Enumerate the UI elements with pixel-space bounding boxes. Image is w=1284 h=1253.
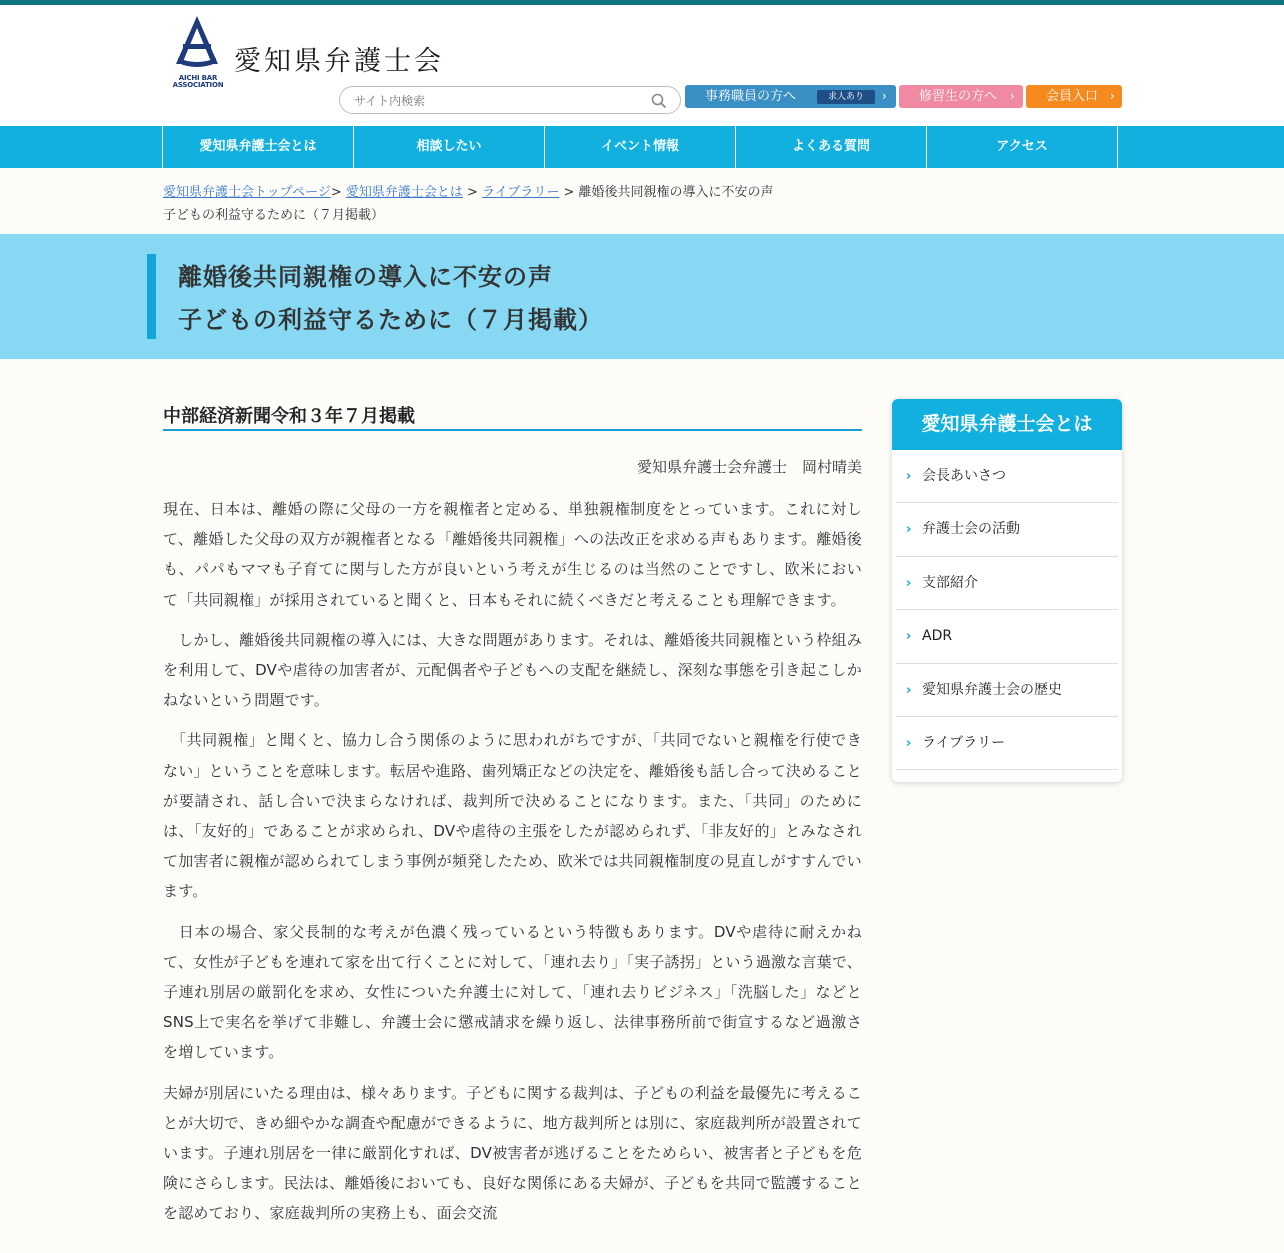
breadcrumb [163, 181, 863, 227]
article-heading: 中部経済新聞令和３年７月掲載 [163, 402, 862, 431]
breadcrumb-link-top[interactable]: 愛知県弁護士会トップページ [163, 185, 331, 200]
page-title-band [0, 234, 1284, 359]
sidebar-item-greeting[interactable] [896, 450, 1118, 503]
sidebar-item-adr[interactable] [896, 610, 1118, 663]
sidebar-item-label: 会長あいさつ [922, 468, 1006, 484]
breadcrumb-link-library[interactable]: ライブラリー [482, 185, 560, 200]
nav-item-about[interactable]: 愛知県弁護士会とは [162, 126, 353, 168]
member-login-label: 会員入口 [1046, 89, 1099, 104]
site-search [339, 86, 681, 114]
sidebar-item-label: ADR [922, 628, 953, 645]
logo-english-text: AICHI BAR ASSOCIATION [172, 74, 224, 89]
sidebar-item-library[interactable] [896, 717, 1118, 770]
staff-button[interactable] [685, 85, 896, 108]
sidebar-title[interactable]: 愛知県弁護士会とは [892, 399, 1122, 450]
global-nav [0, 126, 1284, 168]
article-paragraph: 「共同親権」と聞くと、協力し合う関係のように思われがちですが、「共同でないと親権を行使できない」ということを意味します。転居や進路、歯列矯正などの決定を、離婚後も話し合って決めることが要請され、話し合いで決まらなければ、裁判所で決めることになります。また、「共同」のためには、「友好的」であることが求められ、DVや虐待の主張をしたが認められず、「非友好的」とみなされて加害者に親権が認められてしまう事例が頻発したため、欧米では共同親権制度の見直しがすすんでいます。 [163, 731, 862, 901]
recruiting-badge: 求人あり [817, 90, 875, 104]
sidebar-item-branches[interactable] [896, 557, 1118, 610]
nav-item-access[interactable]: アクセス [926, 126, 1117, 168]
chevron-right-icon: › [1110, 89, 1115, 103]
chevron-right-icon: › [906, 735, 912, 751]
nav-divider [1117, 126, 1118, 168]
sidebar-item-label: ライブラリー [922, 734, 1006, 751]
article-paragraph: 日本の場合、家父長制的な考えが色濃く残っているという特徴もあります。DVや虐待に耐えかねて、女性が子どもを連れて家を出て行くことに対して、「連れ去り」「実子誘拐」という過激な言葉で、子連れ別居の厳罰化を求め、女性についた弁護士に対して、「連れ去りビジネス」「洗脳した」などとSNS上で実名を挙げて非難し、弁護士会に懲戒請求を繰り返し、法律事務所前で街宣するなど過激さを増しています。 [163, 922, 862, 1062]
breadcrumb-link-about[interactable]: 愛知県弁護士会とは [345, 185, 463, 200]
nav-item-consult[interactable]: 相談したい [353, 126, 544, 168]
sidebar-list [892, 450, 1122, 770]
nav-item-events[interactable]: イベント情報 [544, 126, 735, 168]
chevron-right-icon: › [906, 682, 912, 698]
article-paragraph: 現在、日本は、離婚の際に父母の一方を親権者と定める、単独親権制度をとっています。これに対して、離婚した父母の双方が親権者となる「離婚後共同親権」への法改正を求める声もあります。離婚後も、パパもママも子育てに関与した方が良いという考えが生じるのは当然のことですし、欧米において「共同親権」が採用されていると聞くと、日本もそれに続くべきだと考えることも理解できます。 [163, 500, 862, 609]
sidebar-menu [892, 399, 1122, 782]
sidebar-item-history[interactable] [896, 664, 1118, 717]
search-input[interactable] [354, 91, 644, 110]
site-name[interactable]: 愛知県弁護士会 [234, 46, 444, 77]
sidebar-item-label: 弁護士会の活動 [922, 521, 1020, 538]
search-icon[interactable] [650, 92, 668, 110]
page-title-line1: 離婚後共同親権の導入に不安の声 [178, 263, 553, 291]
article-author: 愛知県弁護士会弁護士 岡村晴美 [636, 458, 862, 476]
article-paragraph: しかし、離婚後共同親権の導入には、大きな問題があります。それは、離婚後共同親権という枠組みを利用して、DVや虐待の加害者が、元配偶者や子どもへの支配を継続し、深刻な事態を引き起こしかねないという問題です。 [163, 630, 862, 710]
trainee-button[interactable] [899, 85, 1023, 108]
article-paragraph: 夫婦が別居にいたる理由は、様々あります。子どもに関する裁判は、子どもの利益を最優先に考えることが大切で、きめ細やかな調査や配慮ができるように、地方裁判所とは別に、家庭裁判所が設置されています。子連れ別居を一律に厳罰化すれば、DV被害者が逃げることをためらい、被害者と子どもを危険にさらします。民法は、離婚後においても、良好な関係にある夫婦が、子どもを共同で監護することを認めており、家庭裁判所の実務上も、面会交流 [163, 1083, 862, 1223]
page-title [178, 256, 603, 342]
chevron-right-icon: › [906, 469, 912, 484]
article-body [163, 494, 862, 1239]
title-accent-bar [147, 254, 156, 339]
nav-item-faq[interactable]: よくある質問 [735, 126, 926, 168]
breadcrumb-current: 離婚後共同親権の導入に不安の声 [578, 185, 774, 200]
chevron-right-icon: › [906, 522, 912, 538]
chevron-right-icon: › [906, 629, 912, 645]
chevron-right-icon: › [1010, 89, 1015, 103]
breadcrumb-separator: > [563, 185, 575, 200]
page-title-line2: 子どもの利益守るために（７月掲載） [178, 306, 603, 334]
sidebar-item-label: 愛知県弁護士会の歴史 [922, 681, 1062, 698]
staff-button-label: 事務職員の方へ [705, 89, 797, 104]
member-login-button[interactable] [1026, 85, 1122, 108]
site-header [0, 5, 1284, 126]
breadcrumb-separator: > [330, 185, 342, 200]
sidebar-item-activities[interactable] [896, 503, 1118, 556]
breadcrumb-current-subtitle: 子どもの利益守るために（７月掲載） [163, 208, 385, 223]
sidebar-item-label: 支部紹介 [922, 574, 978, 591]
chevron-right-icon: › [882, 89, 887, 103]
trainee-button-label: 修習生の方へ [919, 89, 998, 104]
chevron-right-icon: › [906, 575, 912, 591]
breadcrumb-separator: > [467, 185, 478, 200]
